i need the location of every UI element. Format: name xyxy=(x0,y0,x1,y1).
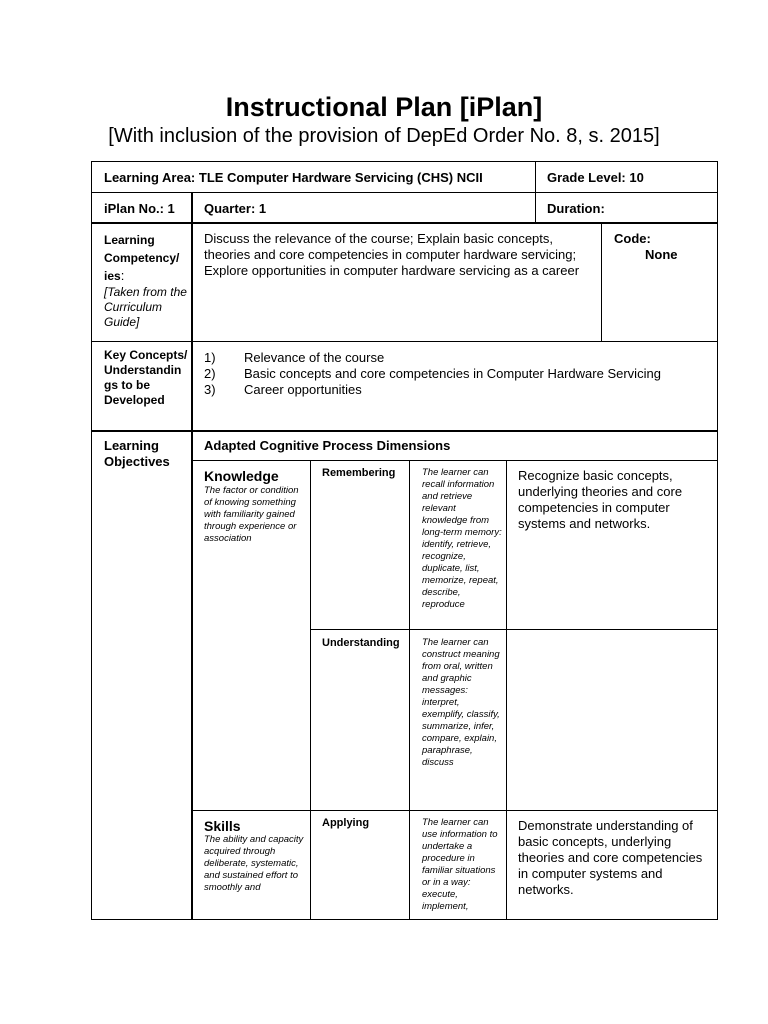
adapted-dimensions-header: Adapted Cognitive Process Dimensions xyxy=(204,438,451,453)
knowledge-desc: The factor or condition of knowing something with familiarity gained through experience or association xyxy=(204,485,299,544)
grade-level: Grade Level: 10 xyxy=(547,170,644,185)
list-item: 2) Basic concepts and core competencies in Computer Hardware Servicing xyxy=(204,366,661,381)
page-subtitle: [With inclusion of the provision of DepEd Order No. 8, s. 2015] xyxy=(108,125,660,147)
skills-desc: The ability and capacity acquired through deliberate, systematic, and sustained effort to smoothly and xyxy=(204,834,304,893)
duration: Duration: xyxy=(547,201,605,216)
key-concepts-label: Key Concepts/ Understandin gs to be Developed xyxy=(104,348,188,407)
competency-label: Learning Competency/ ies: [Taken from the Curriculum Guide] xyxy=(104,233,187,329)
competency-text: Discuss the relevance of the course; Explain basic concepts, theories and core competencies in computer hardware servicing; Explore opportunities in computer hardware servicing as a career xyxy=(204,231,580,278)
page-title: Instructional Plan [iPlan] xyxy=(225,92,543,122)
key-concepts-list xyxy=(204,350,709,398)
remembering-label: Remembering xyxy=(322,467,396,479)
applying-objective: Demonstrate understanding of basic concepts, underlying theories and core competencies in computer systems and networks. xyxy=(518,818,703,897)
applying-desc: The learner can use information to undertake a procedure in familiar situations or in a way: execute, implement, xyxy=(422,817,498,912)
learning-area: Learning Area: TLE Computer Hardware Servicing (CHS) NCII xyxy=(104,170,483,185)
iplan-number: iPlan No.: 1 xyxy=(104,201,175,216)
code-value: None xyxy=(645,247,678,262)
applying-label: Applying xyxy=(322,817,370,829)
quarter: Quarter: 1 xyxy=(204,201,267,216)
list-item: 1) Relevance of the course xyxy=(204,350,385,365)
remembering-desc: The learner can recall information and retrieve relevant knowledge from long-term memory: identify, retrieve, recognize, duplicate, list, memorize, repeat, describe, reproduce xyxy=(422,467,502,610)
remembering-objective: Recognize basic concepts, underlying theories and core competencies in computer systems and networks. xyxy=(518,468,683,531)
understanding-label: Understanding xyxy=(322,637,400,649)
code-label: Code: xyxy=(614,231,651,246)
skills-title: Skills xyxy=(204,818,241,834)
objectives-label: Learning Objectives xyxy=(104,438,170,469)
understanding-desc: The learner can construct meaning from oral, written and graphic messages: interpret, exemplify, classify, summarize, infer, compare, explain, paraphrase, discuss xyxy=(422,637,500,768)
knowledge-title: Knowledge xyxy=(204,468,279,484)
list-item: 3) Career opportunities xyxy=(204,382,362,397)
